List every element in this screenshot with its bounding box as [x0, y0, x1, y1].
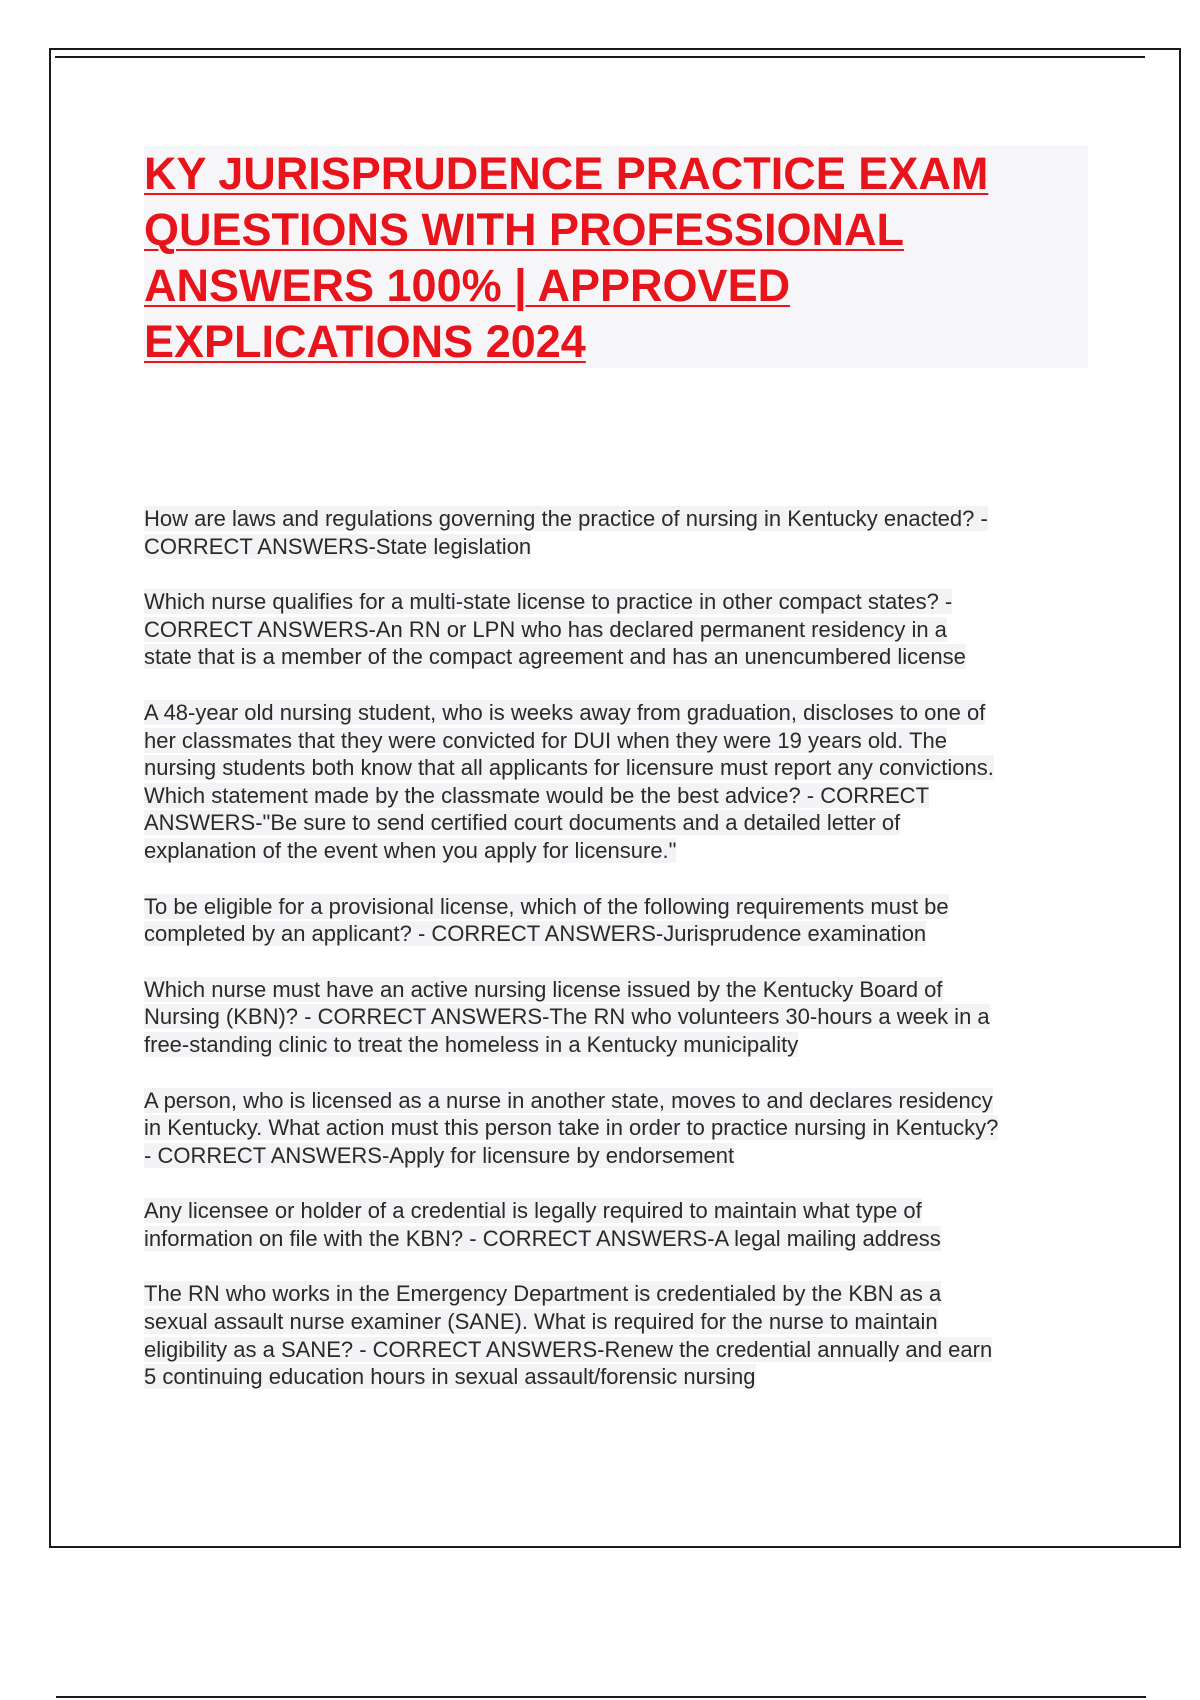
qa-line: CORRECT ANSWERS-An RN or LPN who has declared permanent residency in a — [144, 616, 947, 642]
qa-line: Nursing (KBN)? - CORRECT ANSWERS-The RN who volunteers 30-hours a week in a — [144, 1004, 990, 1030]
qa-line: A person, who is licensed as a nurse in another state, moves to and declares residency — [144, 1087, 993, 1113]
qa-line: CORRECT ANSWERS-State legislation — [144, 533, 532, 559]
qa-line: eligibility as a SANE? - CORRECT ANSWERS-Renew the credential annually and earn — [144, 1336, 993, 1362]
qa-line: completed by an applicant? - CORRECT ANSWERS-Jurisprudence examination — [144, 921, 927, 947]
qa-line: explanation of the event when you apply for licensure." — [144, 837, 677, 863]
qa-line: information on file with the KBN? - CORRECT ANSWERS-A legal mailing address — [144, 1225, 941, 1251]
qa-line: Any licensee or holder of a credential is legally required to maintain what type of — [144, 1198, 922, 1224]
qa-line: free-standing clinic to treat the homeless in a Kentucky municipality — [144, 1031, 799, 1057]
qa-line: The RN who works in the Emergency Department is credentialed by the KBN as a — [144, 1281, 942, 1307]
qa-line: Which nurse must have an active nursing license issued by the Kentucky Board of — [144, 976, 943, 1002]
qa-item — [144, 976, 1090, 1059]
qa-item — [144, 505, 1090, 560]
qa-line: Which nurse qualifies for a multi-state license to practice in other compact states? - — [144, 589, 953, 615]
qa-item — [144, 893, 1090, 948]
title-line: KY JURISPRUDENCE PRACTICE EXAM — [144, 148, 989, 199]
qa-line: To be eligible for a provisional license, which of the following requirements must be — [144, 893, 949, 919]
qa-line: Which statement made by the classmate would be the best advice? - CORRECT — [144, 782, 930, 808]
qa-item — [144, 588, 1090, 671]
qa-line: - CORRECT ANSWERS-Apply for licensure by endorsement — [144, 1142, 735, 1168]
qa-line: nursing students both know that all applicants for licensure must report any convictions. — [144, 755, 994, 781]
qa-line: ANSWERS-"Be sure to send certified court documents and a detailed letter of — [144, 810, 901, 836]
qa-line: How are laws and regulations governing the practice of nursing in Kentucky enacted? - — [144, 506, 988, 531]
question-answer-list — [144, 505, 1090, 1419]
bottom-rule — [56, 1696, 1146, 1698]
qa-line: sexual assault nurse examiner (SANE). What is required for the nurse to maintain — [144, 1309, 938, 1335]
top-rule — [55, 56, 1145, 58]
qa-item — [144, 1197, 1090, 1252]
qa-line: in Kentucky. What action must this person take in order to practice nursing in Kentucky? — [144, 1115, 999, 1141]
qa-line: 5 continuing education hours in sexual assault/forensic nursing — [144, 1364, 756, 1390]
qa-line: A 48-year old nursing student, who is weeks away from graduation, discloses to one of — [144, 699, 986, 725]
qa-item — [144, 1087, 1090, 1170]
qa-line: state that is a member of the compact agreement and has an unencumbered license — [144, 644, 966, 670]
qa-line: her classmates that they were convicted for DUI when they were 19 years old. The — [144, 727, 947, 753]
qa-item — [144, 1280, 1090, 1390]
document-title — [144, 146, 1088, 368]
qa-item — [144, 699, 1090, 865]
title-line: QUESTIONS WITH PROFESSIONAL — [144, 204, 905, 255]
title-line: ANSWERS 100% | APPROVED — [144, 260, 791, 311]
title-line: EXPLICATIONS 2024 — [144, 316, 586, 367]
